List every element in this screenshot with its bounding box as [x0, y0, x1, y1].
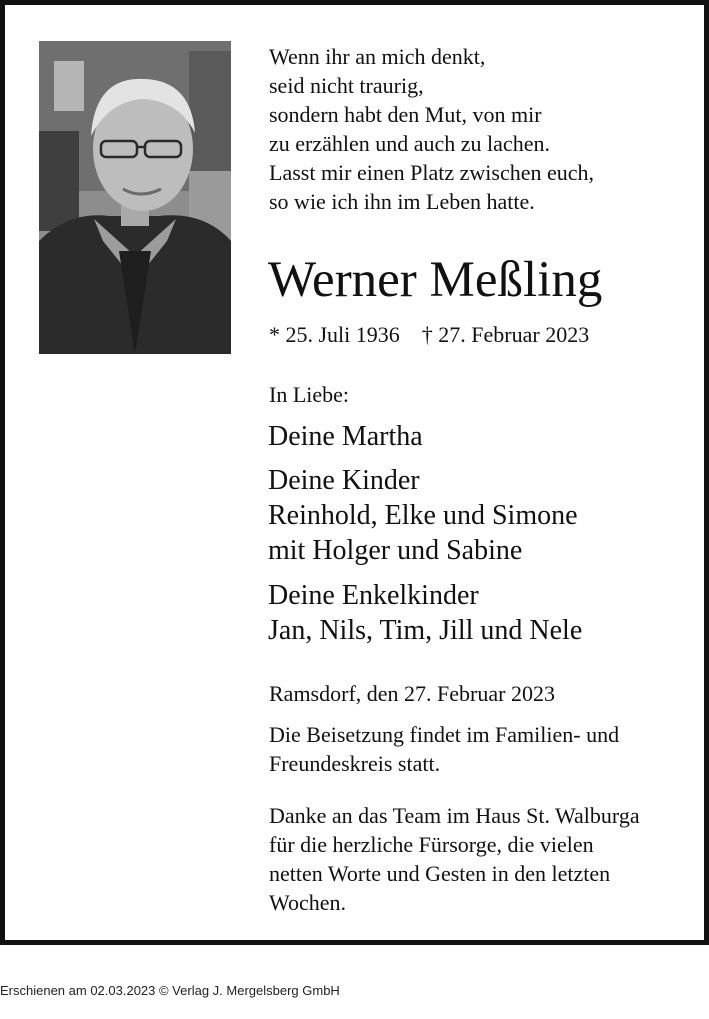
children-line: mit Holger und Sabine — [268, 535, 523, 566]
life-dates — [269, 320, 589, 350]
grandchildren-heading: Deine Enkelkinder — [268, 580, 479, 611]
thanks-line: Wochen. — [269, 890, 347, 915]
burial-line: Freundeskreis statt. — [269, 751, 441, 776]
birth-date: * 25. Juli 1936 — [269, 322, 400, 347]
mourners-intro: In Liebe: — [269, 382, 350, 407]
portrait-photo — [39, 41, 231, 354]
poem-line: Lasst mir einen Platz zwischen euch, — [269, 160, 595, 185]
children-heading: Deine Kinder — [268, 465, 420, 496]
thanks-note — [269, 801, 640, 917]
publication-footer: Erschienen am 02.03.2023 © Verlag J. Mergelsberg GmbH — [0, 983, 340, 998]
thanks-line: Danke an das Team im Haus St. Walburga — [269, 803, 640, 828]
poem-line: seid nicht traurig, — [269, 73, 424, 98]
burial-notice — [269, 720, 619, 778]
thanks-line: netten Worte und Gesten in den letzten — [269, 861, 611, 886]
death-date: † 27. Februar 2023 — [421, 322, 590, 347]
grandchildren-block — [268, 578, 582, 648]
poem-line: Wenn ihr an mich denkt, — [269, 44, 486, 69]
children-line: Reinhold, Elke und Simone — [268, 500, 578, 531]
place-date: Ramsdorf, den 27. Februar 2023 — [269, 681, 555, 706]
burial-line: Die Beisetzung findet im Familien- und — [269, 722, 620, 747]
poem-line: so wie ich ihn im Leben hatte. — [269, 189, 535, 214]
children-block — [268, 463, 578, 568]
thanks-line: für die herzliche Fürsorge, die vielen — [269, 832, 594, 857]
poem-line: sondern habt den Mut, von mir — [269, 102, 542, 127]
grandchildren-line: Jan, Nils, Tim, Jill und Nele — [268, 615, 583, 646]
poem-line: zu erzählen und auch zu lachen. — [269, 131, 550, 156]
spouse-name: Deine Martha — [268, 421, 423, 452]
poem — [269, 42, 594, 216]
deceased-name: Werner Meßling — [268, 252, 603, 308]
